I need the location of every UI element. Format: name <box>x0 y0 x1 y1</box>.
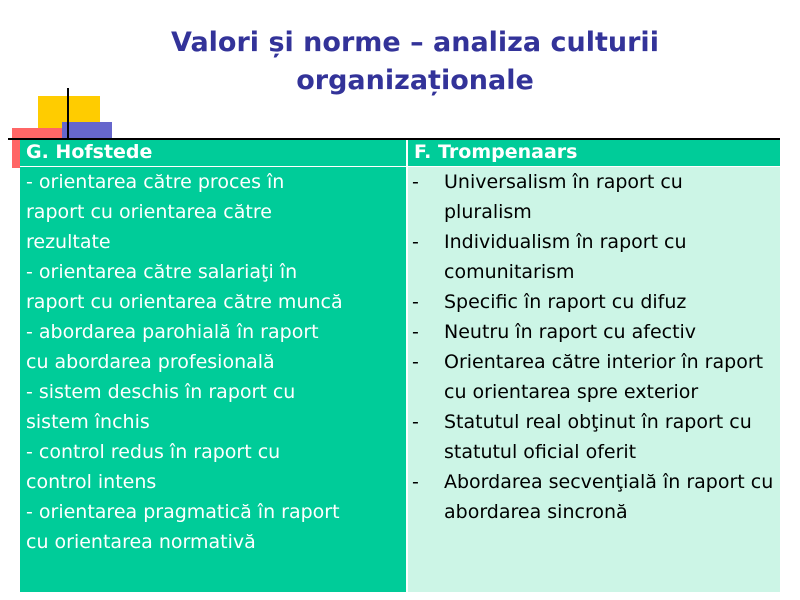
hofstede-line: rezultate <box>26 231 111 253</box>
header-trompenaars: F. Trompenaars <box>407 140 780 167</box>
hofstede-line: - abordarea parohială în raport <box>26 321 319 343</box>
hofstede-cell <box>20 167 407 593</box>
table-body-row <box>20 167 780 593</box>
list-item <box>412 167 776 227</box>
bullet-dash: - <box>412 411 419 433</box>
bullet-dash: - <box>412 351 419 373</box>
hofstede-line: raport cu orientarea către muncă <box>26 291 343 313</box>
list-item-text: Specific în raport cu difuz <box>444 291 687 313</box>
list-item <box>412 317 776 347</box>
hofstede-line: control intens <box>26 471 157 493</box>
hofstede-line: - orientarea către proces în <box>26 171 285 193</box>
list-item-text: Neutru în raport cu afectiv <box>444 321 697 343</box>
list-item-text: Orientarea către interior în raport cu orientarea spre exterior <box>444 351 764 403</box>
list-item <box>412 227 776 287</box>
list-item <box>412 347 776 407</box>
list-item-text: Statutul real obţinut în raport cu statutul oficial oferit <box>444 411 752 463</box>
bullet-dash: - <box>412 231 419 253</box>
bullet-dash: - <box>412 291 419 313</box>
slide-title-line-1: Valori și norme – analiza culturii <box>171 27 659 58</box>
table-header-row <box>20 140 780 167</box>
list-item <box>412 407 776 467</box>
slide-title-line-2: organizaționale <box>296 65 534 96</box>
hofstede-line: sistem închis <box>26 411 150 433</box>
hofstede-line: - orientarea pragmatică în raport <box>26 501 340 523</box>
list-item <box>412 467 776 527</box>
comparison-table <box>20 140 780 592</box>
hofstede-line: - control redus în raport cu <box>26 441 281 463</box>
list-item-text: Individualism în raport cu comunitarism <box>444 231 687 283</box>
header-hofstede: G. Hofstede <box>20 140 407 167</box>
list-item-text: Abordarea secvenţială în raport cu abordarea sincronă <box>444 471 774 523</box>
hofstede-line: - orientarea către salariaţi în <box>26 261 298 283</box>
hofstede-line: raport cu orientarea către <box>26 201 272 223</box>
hofstede-line: - sistem deschis în raport cu <box>26 381 296 403</box>
bullet-dash: - <box>412 171 419 193</box>
bullet-dash: - <box>412 321 419 343</box>
hofstede-line: cu abordarea profesională <box>26 351 275 373</box>
trompenaars-list <box>412 167 776 527</box>
list-item <box>412 287 776 317</box>
bullet-dash: - <box>412 471 419 493</box>
trompenaars-cell <box>407 167 780 593</box>
list-item-text: Universalism în raport cu pluralism <box>444 171 683 223</box>
hofstede-line: cu orientarea normativă <box>26 531 256 553</box>
slide-title <box>100 24 730 100</box>
